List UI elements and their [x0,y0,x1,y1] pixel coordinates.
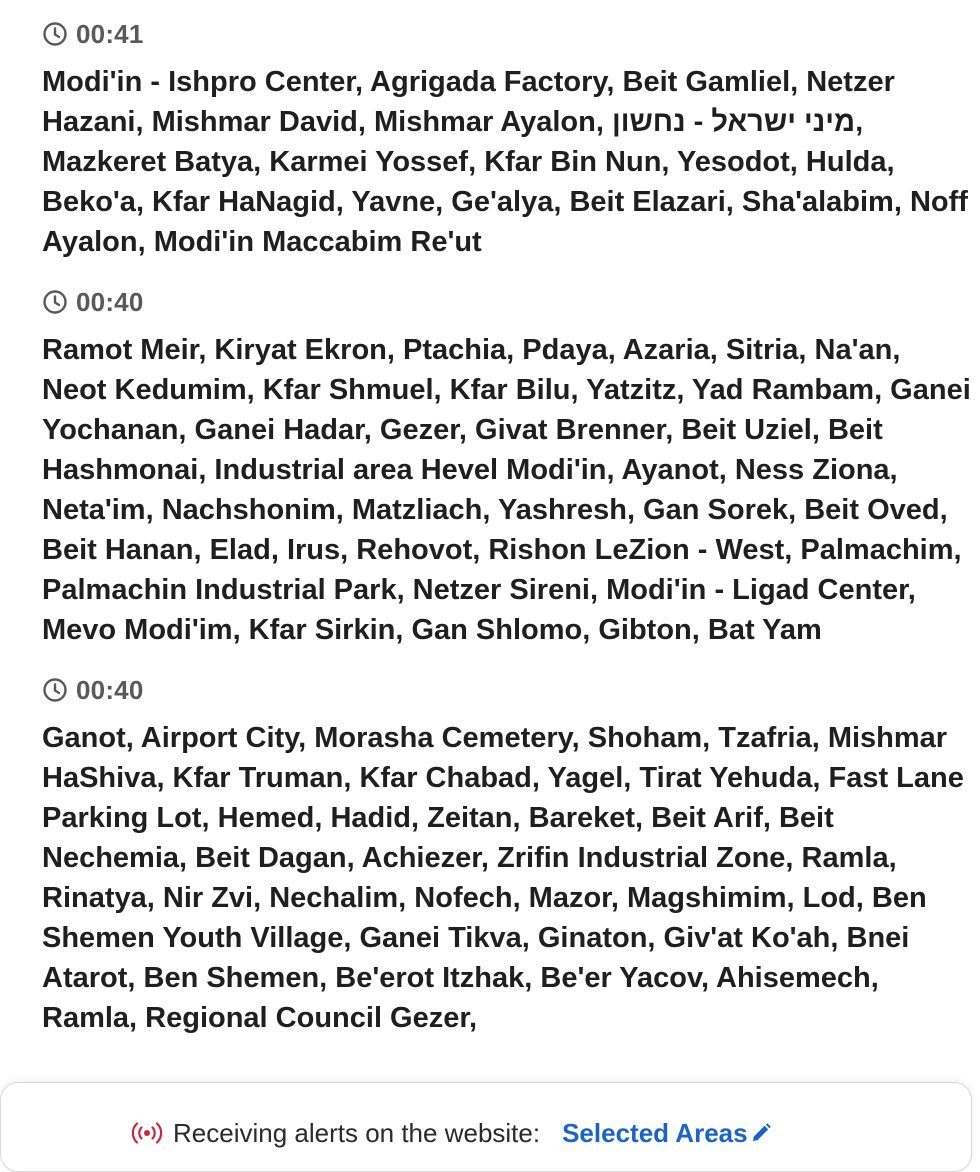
alert-group [42,674,972,1038]
alert-group [42,286,972,650]
clock-icon [42,21,68,47]
alert-time-row [42,18,972,50]
alert-time: 00:40 [76,674,144,705]
receiving-alerts-label: Receiving alerts on the website: [173,1117,541,1148]
alert-time-row [42,674,972,706]
alert-settings-content [129,1115,772,1151]
broadcast-icon [129,1120,165,1146]
alert-group [42,18,972,262]
clock-icon [42,289,68,315]
alert-areas: Ramot Meir, Kiryat Ekron, Ptachia, Pdaya, Azaria, Sitria, Na'an, Neot Kedumim, Kfar Shmuel, Kfar Bilu, Yatzitz, Yad Rambam, Ganei Yochanan, Ganei Hadar, Gezer, Givat Brenner, Beit Uziel, Beit Hashmonai, Industrial area Hevel Modi'in, Ayanot, Ness Ziona, Neta'im, Nachshonim, Matzliach, Yashresh, Gan Sorek, Beit Oved, Beit Hanan, Elad, Irus, Rehovot, Rishon LeZion - West, Palmachim, Palmachin Industrial Park, Netzer Sireni, Modi'in - Ligad Center, Mevo Modi'im, Kfar Sirkin, Gan Shlomo, Gibton, Bat Yam [42,334,971,646]
alert-time: 00:41 [76,18,144,49]
selected-areas-link[interactable] [562,1118,771,1149]
alert-time: 00:40 [76,286,144,317]
pencil-icon [750,1122,772,1144]
alert-areas: Modi'in - Ishpro Center, Agrigada Factory, Beit Gamliel, Netzer Hazani, Mishmar David, Mishmar Ayalon, מיני ישראל - נחשון, Mazkeret Batya, Karmei Yossef, Kfar Bin Nun, Yesodot, Hulda, Beko'a, Kfar HaNagid, Yavne, Ge'alya, Beit Elazari, Sha'alabim, Noff Ayalon, Modi'in Maccabim Re'ut [42,66,968,258]
alert-settings-bar [0,1082,972,1172]
clock-icon [42,677,68,703]
alert-areas: Ganot, Airport City, Morasha Cemetery, Shoham, Tzafria, Mishmar HaShiva, Kfar Truman, Kfar Chabad, Yagel, Tirat Yehuda, Fast Lane Parking Lot, Hemed, Hadid, Zeitan, Bareket, Beit Arif, Beit Nechemia, Beit Dagan, Achiezer, Zrifin Industrial Zone, Ramla, Rinatya, Nir Zvi, Nechalim, Nofech, Mazor, Magshimim, Lod, Ben Shemen Youth Village, Ganei Tikva, Ginaton, Giv'at Ko'ah, Bnei Atarot, Ben Shemen, Be'erot Itzhak, Be'er Yacov, Ahisemech, Ramla, Regional Council Gezer, [42,722,964,1034]
alert-time-row [42,286,972,318]
alert-history-list [42,18,972,1062]
selected-areas-label: Selected Areas [562,1117,748,1148]
